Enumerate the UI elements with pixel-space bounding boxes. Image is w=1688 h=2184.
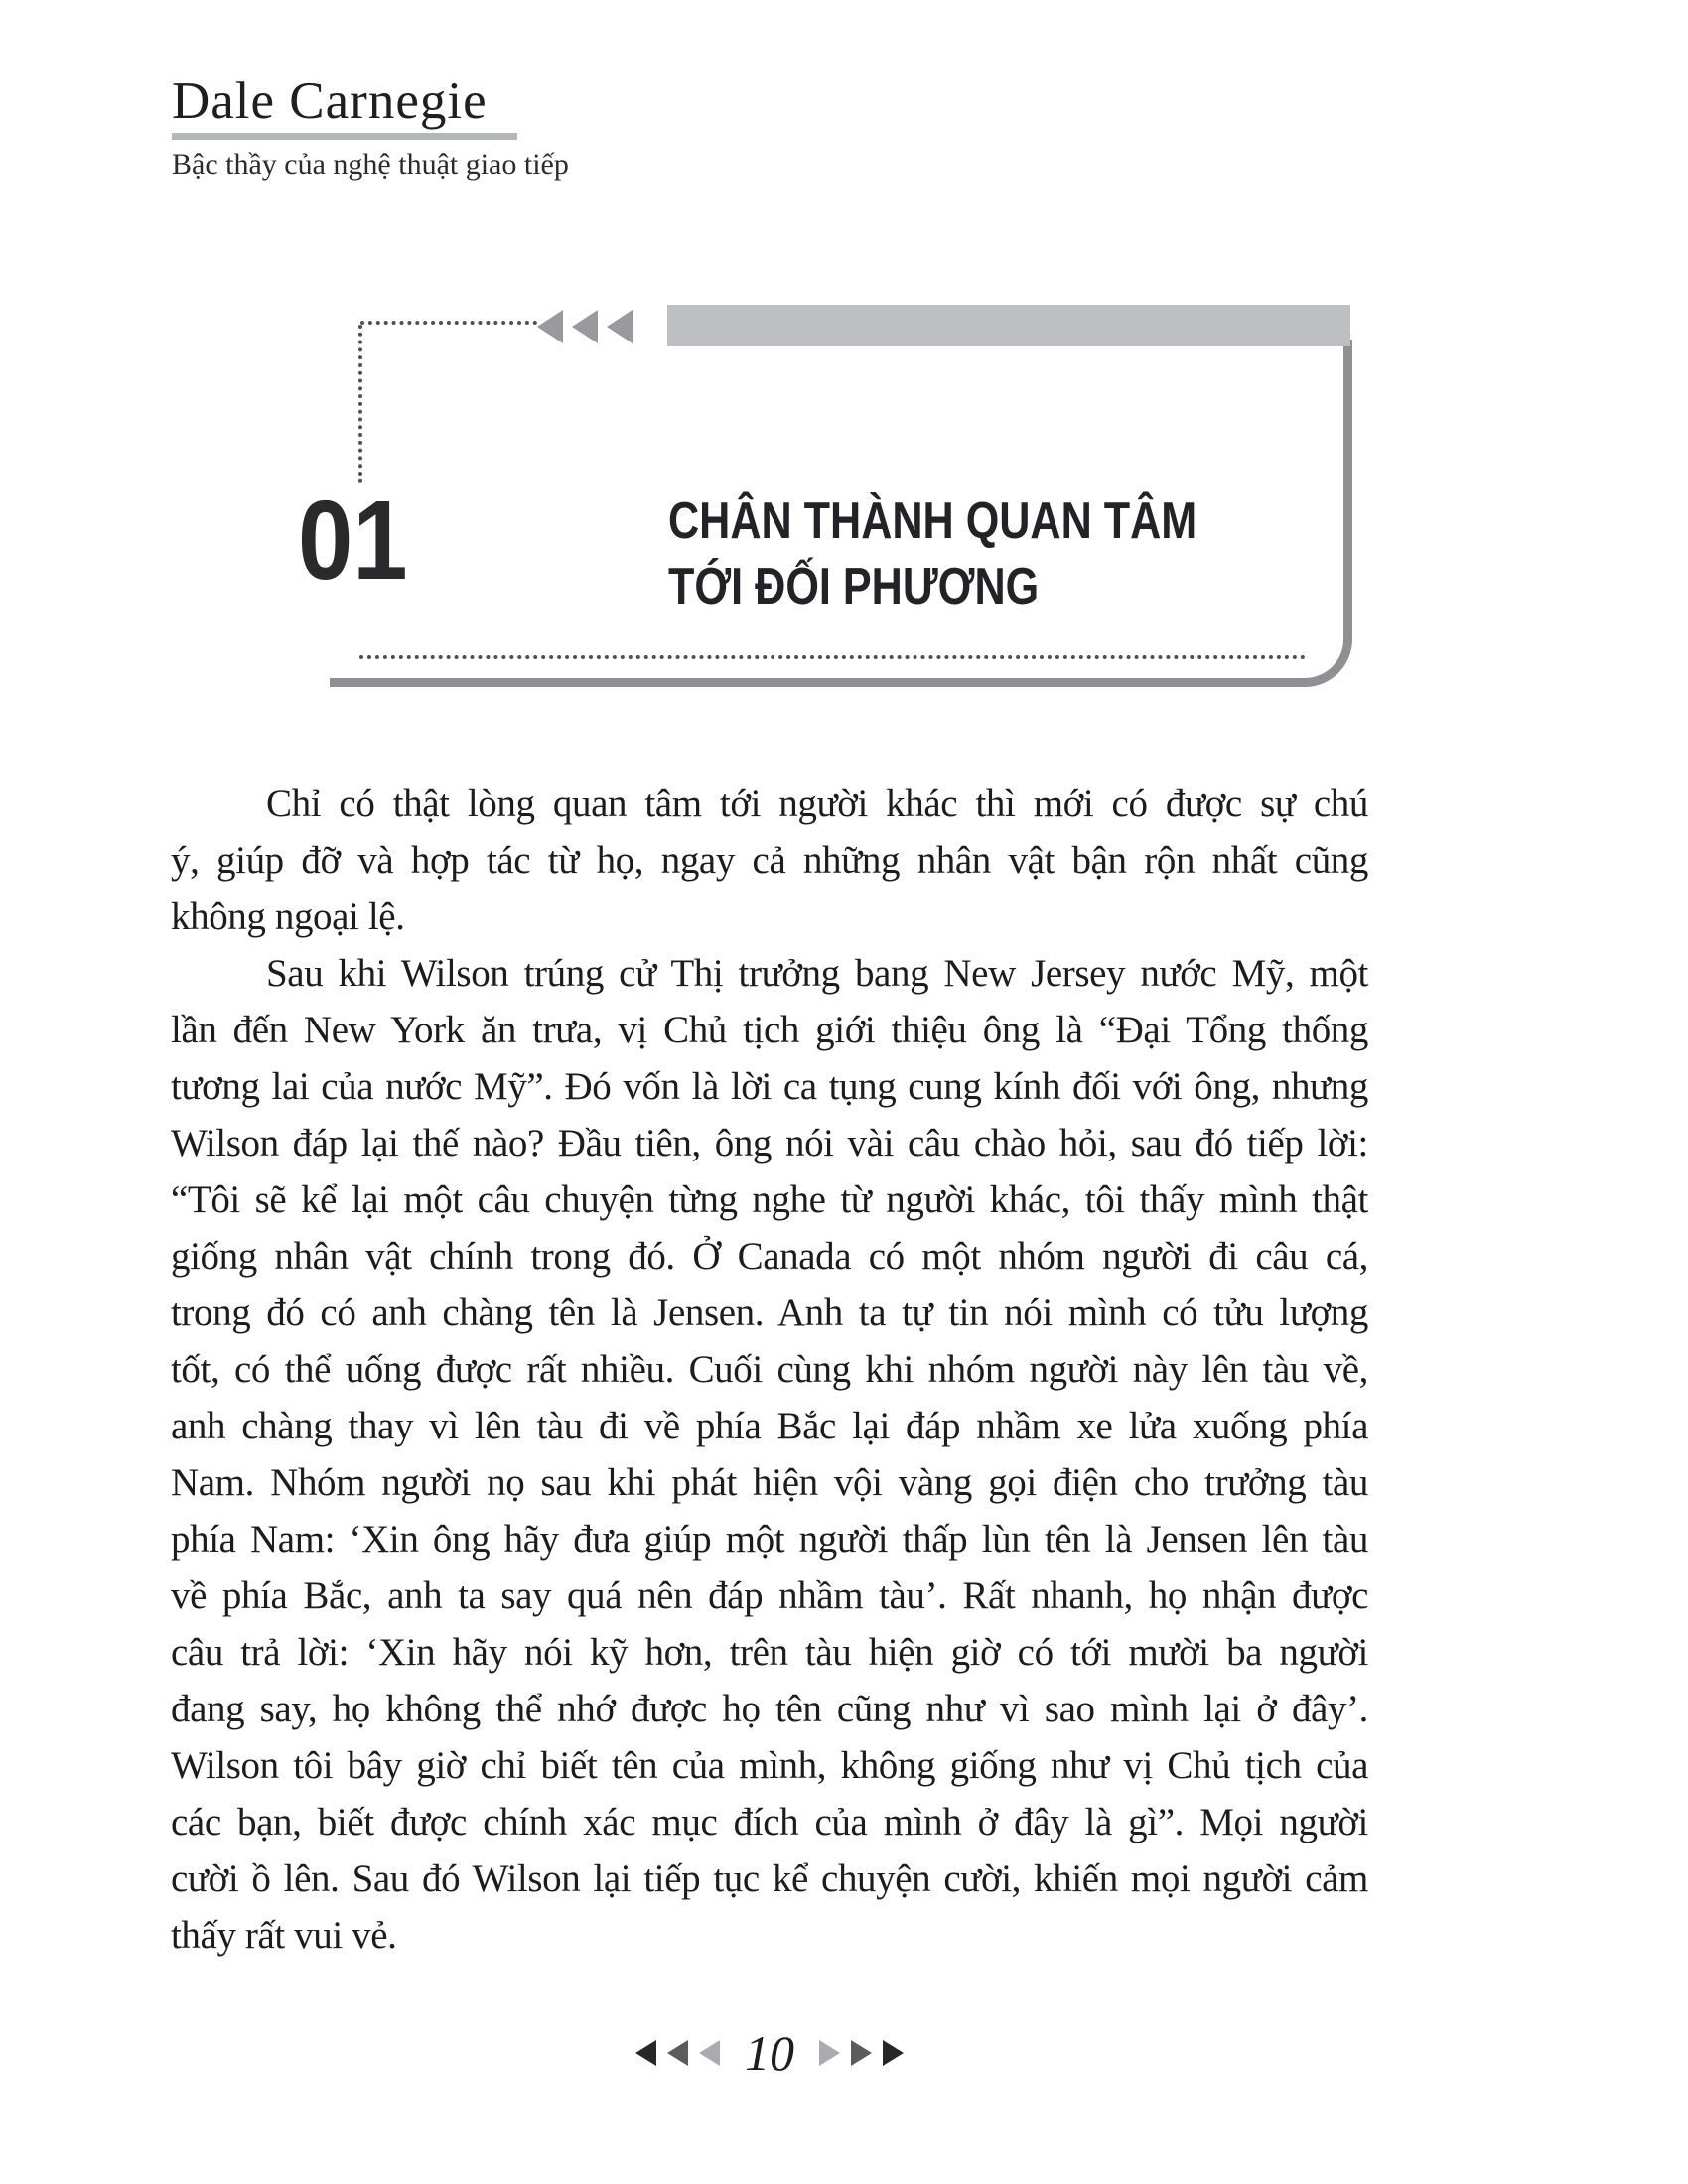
left-triangle-icon: [607, 310, 633, 343]
page-footer: [171, 2025, 1368, 2081]
body-text-line: lần đến New York ăn trưa, vị Chủ tịch giới thiệu ông là “Đại Tổng thống: [171, 1009, 1368, 1051]
body-text-line: phía Nam: ‘Xin ông hãy đưa giúp một người thấp lùn tên là Jensen lên tàu: [171, 1518, 1368, 1561]
body-text-line: Wilson đáp lại thế nào? Đầu tiên, ông nói vài câu chào hỏi, sau đó tiếp lời:: [171, 1122, 1368, 1164]
body-text-line: Wilson tôi bây giờ chỉ biết tên của mình, không giống như vị Chủ tịch của: [171, 1744, 1368, 1787]
body-text-line: thấy rất vui vẻ.: [171, 1914, 397, 1957]
chapter-title-line2: TỚI ĐỐI PHƯƠNG: [668, 558, 1040, 615]
dotted-border-left: [358, 325, 362, 483]
body-text-line: câu trả lời: ‘Xin hãy nói kỹ hơn, trên tàu hiện giờ có tới mười ba người: [171, 1631, 1368, 1674]
chapter-title-line1: CHÂN THÀNH QUAN TÂM: [668, 492, 1197, 550]
body-text-line: cười ồ lên. Sau đó Wilson lại tiếp tục kể chuyện cười, khiến mọi người cảm: [171, 1857, 1368, 1900]
body-text-line: anh chàng thay vì lên tàu đi về phía Bắc lại đáp nhầm xe lửa xuống phía: [171, 1405, 1368, 1447]
body-text-line: Chỉ có thật lòng quan tâm tới người khác thì mới có được sự chú: [266, 782, 1368, 825]
chapter-heading: [0, 0, 1688, 754]
footer-left-triangle-icon: [667, 2040, 688, 2066]
page-number: 10: [745, 2025, 794, 2081]
footer-right-triangle-icon: [819, 2040, 840, 2066]
body-text-line: giống nhân vật chính trong đó. Ở Canada có một nhóm người đi câu cá,: [171, 1235, 1368, 1278]
chapter-title: [668, 488, 1305, 619]
left-triangle-icon: [537, 310, 563, 343]
body-text-line: tương lai của nước Mỹ”. Đó vốn là lời ca tụng cung kính đối với ông, nhưng: [171, 1065, 1368, 1108]
footer-left-triangle-icon: [635, 2040, 656, 2066]
body-text-line: tốt, có thể uống được rất nhiều. Cuối cùng khi nhóm người này lên tàu về,: [171, 1348, 1368, 1391]
chapter-number: 01: [298, 478, 408, 603]
body-text-line: về phía Bắc, anh ta say quá nên đáp nhầm tàu’. Rất nhanh, họ nhận được: [171, 1574, 1368, 1617]
dotted-border-bottom: [359, 655, 1306, 659]
body-text-line: Nam. Nhóm người nọ sau khi phát hiện vội vàng gọi điện cho trưởng tàu: [171, 1461, 1368, 1504]
body-text-line: Sau khi Wilson trúng cử Thị trưởng bang New Jersey nước Mỹ, một: [266, 952, 1368, 995]
footer-right-triangle-icon: [851, 2040, 872, 2066]
footer-right-triangle-icon: [883, 2040, 904, 2066]
author-name: Dale Carnegie: [172, 72, 488, 130]
dotted-border-top: [360, 321, 537, 325]
body-text: [171, 775, 1368, 1964]
left-triangle-icon: [572, 310, 598, 343]
chapter-top-bar: [667, 305, 1350, 346]
footer-left-triangle-icon: [699, 2040, 720, 2066]
body-text-line: “Tôi sẽ kể lại một câu chuyện từng nghe từ người khác, tôi thấy mình thật: [171, 1178, 1368, 1221]
body-text-line: trong đó có anh chàng tên là Jensen. Anh ta tự tin nói mình có tửu lượng: [171, 1292, 1368, 1334]
body-text-line: không ngoại lệ.: [171, 895, 405, 938]
body-text-line: các bạn, biết được chính xác mục đích của mình ở đây là gì”. Mọi người: [171, 1801, 1368, 1843]
author-tagline: Bậc thầy của nghệ thuật giao tiếp: [172, 148, 569, 181]
body-text-line: đang say, họ không thể nhớ được họ tên cũng như vì sao mình lại ở đây’.: [171, 1688, 1368, 1730]
body-text-line: ý, giúp đỡ và hợp tác từ họ, ngay cả những nhân vật bận rộn nhất cũng: [171, 839, 1368, 882]
